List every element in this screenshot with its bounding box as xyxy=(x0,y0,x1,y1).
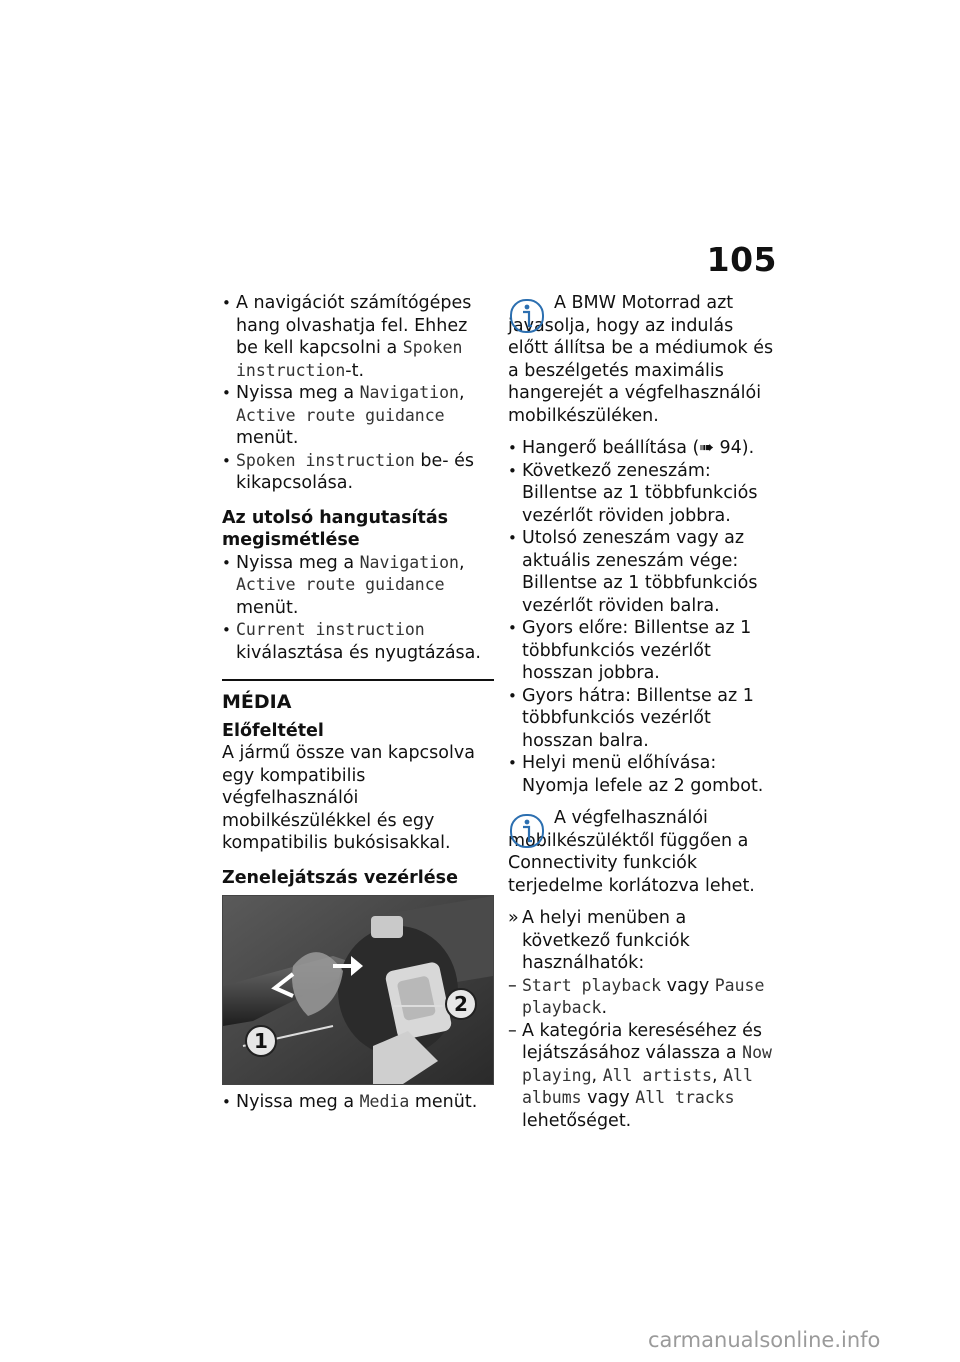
handlebar-illustration xyxy=(223,896,493,1084)
note-text: A BMW Motorrad azt javasolja, hogy az indulás előtt állítsa be a médiumok és a beszélgetés maximális hangerejét a végfelhasználói mobilkészüléken. xyxy=(508,293,774,426)
bullet-item: • Nyissa meg a Media menüt. xyxy=(222,1091,494,1114)
note-block xyxy=(508,807,778,897)
watermark: carmanualsonline.info xyxy=(648,1328,881,1352)
bullet-item: • Hangerő beállítása (➠ 94). xyxy=(508,437,778,460)
bullet-item: • Utolsó zeneszám vagy az aktuális zeneszám vége: Billentse az 1 többfunkciós vezérlőt röviden balra. xyxy=(508,527,778,617)
figure-label-2: 2 xyxy=(454,992,468,1016)
result-item: » A helyi menüben a következő funkciók használhatók: xyxy=(508,907,778,975)
prerequisite-text: A jármű össze van kapcsolva egy kompatibilis végfelhasználói mobilkészülékkel és egy kompatibilis bukósisakkal. xyxy=(222,743,475,853)
info-note-icon xyxy=(508,809,546,851)
handlebar-control-photo xyxy=(222,895,494,1085)
subheading-repeat: Az utolsó hangutasítás megismétlése xyxy=(222,507,449,550)
section-title: MÉDIA xyxy=(222,691,292,713)
info-note-icon xyxy=(508,294,546,336)
bullet-item: • Nyissa meg a Navigation, Active route guidance menüt. xyxy=(222,382,494,450)
bullet-item: • Current instruction kiválasztása és nyugtázása. xyxy=(222,619,494,664)
bullet-item: • Helyi menü előhívása: Nyomja lefele az 2 gombot. xyxy=(508,752,778,797)
section-divider xyxy=(222,679,494,681)
bullet-item: • Nyissa meg a Navigation, Active route guidance menüt. xyxy=(222,552,494,620)
bullet-item: • Következő zeneszám: Billentse az 1 többfunkciós vezérlőt röviden jobbra. xyxy=(508,460,778,528)
music-control-heading: Zenelejátszás vezérlése xyxy=(222,867,458,888)
page-number: 105 xyxy=(706,240,777,279)
dash-item: – A kategória kereséséhez és lejátszásához válassza a Now playing, All artists, All albums vagy All tracks lehetőséget. xyxy=(508,1020,778,1133)
prerequisite-heading: Előfeltétel xyxy=(222,720,324,741)
bullet-item: • Gyors előre: Billentse az 1 többfunkciós vezérlőt hosszan jobbra. xyxy=(508,617,778,685)
figure-label-1: 1 xyxy=(254,1029,268,1053)
note-block xyxy=(508,292,778,427)
bullet-item: • Spoken instruction be- és kikapcsolása. xyxy=(222,450,494,495)
bullet-item: • Gyors hátra: Billentse az 1 többfunkciós vezérlőt hosszan balra. xyxy=(508,685,778,753)
bullet-item: • A navigációt számítógépes hang olvashatja fel. Ehhez be kell kapcsolni a Spoken instruction-t. xyxy=(222,292,494,382)
note-text: A végfelhasználói mobilkészüléktől függően a Connectivity funkciók terjedelme korlátozva lehet. xyxy=(508,808,755,896)
left-column xyxy=(222,292,494,1114)
right-column xyxy=(508,292,778,1132)
dash-item: – Start playback vagy Pause playback. xyxy=(508,975,778,1020)
